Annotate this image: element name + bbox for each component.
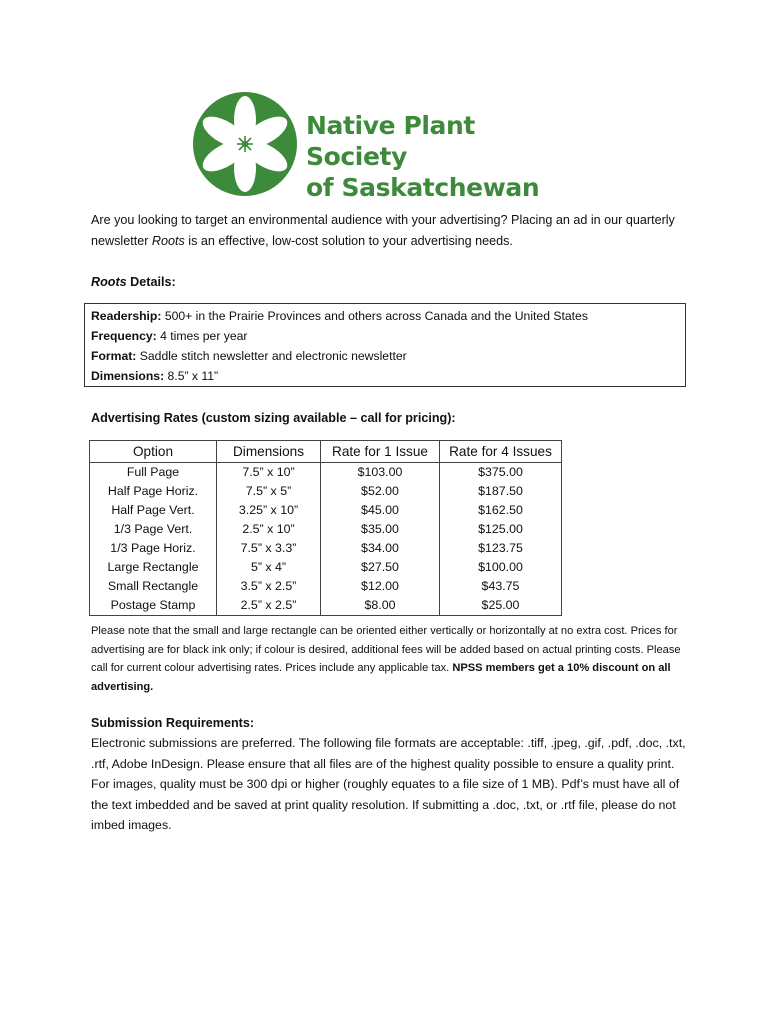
frequency-label: Frequency: [91, 329, 157, 343]
cell-rate-4: $123.75 [440, 539, 562, 558]
cell-dimensions: 3.5” x 2.5” [217, 577, 321, 596]
cell-dimensions: 7.5” x 10” [217, 463, 321, 483]
cell-dimensions: 7.5” x 5” [217, 482, 321, 501]
details-heading [91, 272, 176, 293]
cell-dimensions: 7.5” x 3.3” [217, 539, 321, 558]
dimensions-line [91, 368, 218, 384]
cell-option: 1/3 Page Horiz. [90, 539, 217, 558]
table-row [90, 596, 562, 616]
cell-rate-4: $162.50 [440, 501, 562, 520]
header-option: Option [90, 441, 217, 463]
table-row [90, 501, 562, 520]
cell-rate-1: $34.00 [321, 539, 440, 558]
cell-dimensions: 2.5” x 10” [217, 520, 321, 539]
format-value: Saddle stitch newsletter and electronic newsletter [136, 349, 407, 363]
submission-heading: Submission Requirements: [91, 716, 255, 730]
cell-option: Full Page [90, 463, 217, 483]
cell-option: Half Page Horiz. [90, 482, 217, 501]
cell-dimensions: 2.5” x 2.5” [217, 596, 321, 616]
intro-text-2: is an effective, low-cost solution to your advertising needs. [184, 233, 513, 248]
cell-dimensions: 5” x 4” [217, 558, 321, 577]
cell-rate-1: $45.00 [321, 501, 440, 520]
format-label: Format: [91, 349, 137, 363]
intro-paragraph [91, 210, 691, 251]
readership-label: Readership: [91, 309, 162, 323]
header-rate-1: Rate for 1 Issue [321, 441, 440, 463]
readership-value: 500+ in the Prairie Provinces and others across Canada and the United States [161, 309, 588, 323]
dimensions-label: Dimensions: [91, 369, 165, 383]
header-dimensions: Dimensions [217, 441, 321, 463]
frequency-value: 4 times per year [156, 329, 248, 343]
rates-header-row [90, 441, 562, 463]
intro-text-1: Are you looking to target an environmental audience with your advertising? Placing an ad in our quarterly newsletter [91, 213, 675, 248]
cell-rate-1: $35.00 [321, 520, 440, 539]
cell-option: Postage Stamp [90, 596, 217, 616]
cell-rate-1: $12.00 [321, 577, 440, 596]
details-heading-rest: Details: [126, 275, 176, 289]
table-row [90, 577, 562, 596]
table-row [90, 539, 562, 558]
submission-body: Electronic submissions are preferred. The following file formats are acceptable: .tiff, .jpeg, .gif, .pdf, .doc, .txt, .rtf, Adobe InDesign. Please ensure that all files are of the highest quality possible to ensure a quality print. For images, quality must be 300 dpi or higher (roughly equates to a file size of 1 MB). Pdf’s must have all of the text imbedded and be saved at print quality resolution. If submitting a .doc, .txt, or .rtf file, please do not imbed images. [91, 736, 686, 832]
table-row [90, 482, 562, 501]
table-row [90, 520, 562, 539]
dimensions-value: 8.5” x 11” [164, 369, 219, 383]
cell-option: 1/3 Page Vert. [90, 520, 217, 539]
cell-rate-1: $8.00 [321, 596, 440, 616]
table-row [90, 558, 562, 577]
logo-line-2: of Saskatchewan [306, 173, 540, 202]
logo-line-1: Native Plant Society [306, 111, 475, 171]
cell-rate-1: $103.00 [321, 463, 440, 483]
cell-option: Half Page Vert. [90, 501, 217, 520]
header-rate-4: Rate for 4 Issues [440, 441, 562, 463]
frequency-line [91, 328, 247, 344]
cell-option: Small Rectangle [90, 577, 217, 596]
cell-rate-4: $375.00 [440, 463, 562, 483]
notes-text: Please note that the small and large rectangle can be oriented either vertically or horizontally at no extra cost. Prices for advertising are for black ink only; if colour is desired, additional fees will be added based on actual printing costs. Please call for current colour advertising rates. Prices include any applicable tax. [91, 625, 681, 675]
logo [193, 92, 583, 202]
details-box [84, 303, 686, 387]
cell-rate-4: $25.00 [440, 596, 562, 616]
member-discount-note: NPSS members get a 10% discount on all advertising. [91, 662, 671, 693]
cell-rate-4: $100.00 [440, 558, 562, 577]
newsletter-name: Roots [151, 233, 185, 248]
cell-rate-4: $125.00 [440, 520, 562, 539]
cell-option: Large Rectangle [90, 558, 217, 577]
details-heading-italic: Roots [91, 275, 127, 289]
table-row [90, 463, 562, 483]
logo-wordmark [306, 110, 583, 203]
rates-heading: Advertising Rates (custom sizing available – call for pricing): [91, 411, 456, 425]
pricing-notes [91, 622, 691, 696]
format-line [91, 348, 407, 364]
cell-rate-1: $27.50 [321, 558, 440, 577]
cell-dimensions: 3.25” x 10” [217, 501, 321, 520]
cell-rate-1: $52.00 [321, 482, 440, 501]
rates-table [89, 440, 562, 616]
flower-logo-icon [193, 92, 297, 196]
cell-rate-4: $187.50 [440, 482, 562, 501]
cell-rate-4: $43.75 [440, 577, 562, 596]
readership-line [91, 308, 588, 324]
